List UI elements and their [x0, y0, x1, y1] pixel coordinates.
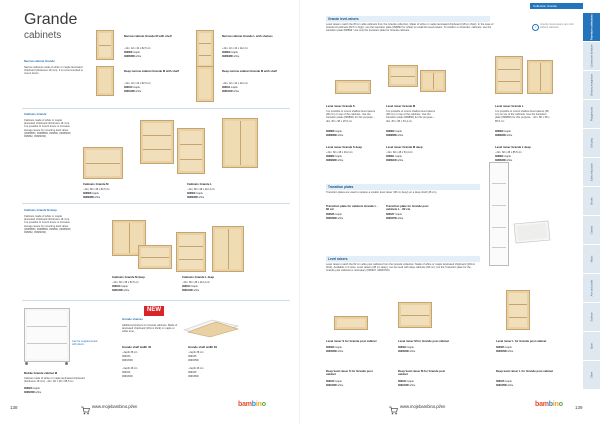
plate-a-code-2: 096636W white	[326, 217, 344, 220]
cabinet-l-open-image	[177, 128, 205, 174]
cabinet-l-deep-image	[176, 232, 206, 272]
cabinet-m-image	[83, 147, 123, 179]
cabinets-deep-l-dims: - dim. 80 x 48 x 112,4 cm	[182, 281, 210, 284]
post-raisers-heading: Level raisers	[326, 256, 480, 262]
post-raiser-l-code-1: 096095 maple	[496, 346, 512, 349]
narrow-m-name: Narrow cabinet Grande M with shelf	[124, 34, 172, 38]
cabinets-l-name: Cabinets Grande L	[187, 182, 212, 186]
shelf-d-code-1: 096336	[188, 371, 197, 374]
cabinets-desc: Cabinets made of white or maple laminated chipboard (thickness 18 mm). It is possible to mount doors or increase storage space by mounting level raiser (096888N, 096888W, 096890, 096890W, 096892, 096892W).	[24, 119, 72, 139]
sidebar-tab-label: Books	[590, 197, 593, 205]
caster-icon	[65, 362, 68, 365]
post-raiser-ld-name: Deep level raiser L for Grande post cabinet	[496, 369, 553, 373]
deep-narrow-m-code-2: 096810W white	[124, 90, 142, 93]
sidebar-tab-label: Sensory integration	[590, 73, 593, 97]
raiser-m-image	[388, 65, 418, 87]
post-cabinet-outline-image	[489, 162, 509, 266]
sidebar-tab-sensory-integration[interactable]	[583, 71, 600, 100]
narrow-cabinet-m-image	[96, 30, 114, 60]
deep-narrow-m-image	[96, 66, 114, 96]
post-raiser-s-code-1: 096093 maple	[326, 346, 342, 349]
new-badge: NEW	[144, 306, 164, 316]
sidebar-tab-arts-and-crafts[interactable]	[583, 274, 600, 303]
cabinet-m-deep-image	[138, 245, 172, 269]
raisers-note: Grande level-raisers are sold without cabinets.	[540, 23, 574, 30]
raiser-ld-dims: - dim. 82 x 48 x 85,5 cm	[495, 151, 522, 154]
sidebar-tab-label: Sport	[590, 342, 593, 350]
sidebar-tab-label: Games	[590, 225, 593, 235]
narrow-l-code-2: 096809W white	[222, 55, 240, 58]
section-divider	[22, 203, 290, 204]
raiser-md-code-1: 096891 maple	[386, 155, 402, 158]
cabinets-m-code-1: 096808 maple	[83, 192, 99, 195]
section-divider	[22, 300, 290, 301]
shelf-d-code-2: 096336W	[188, 375, 199, 378]
narrow-m-code-1: 096808 maple	[124, 51, 140, 54]
raiser-ld-name: Level raiser Grande L deep	[495, 145, 531, 149]
mobile-code-2: 096823W white	[24, 391, 42, 394]
post-raiser-md-name: Deep level raiser M for Grande post cabinet	[398, 369, 446, 377]
mobile-desc: Cabinet made of white or maple laminated chipboard (thickness 18 mm) - dim. 82 x 48 x 88,5 cm	[24, 377, 85, 384]
bambino-logo: bambino	[535, 401, 563, 408]
shelf-c-code-1: 096334	[122, 371, 131, 374]
plate-a-code-1: 096636 maple	[326, 213, 342, 216]
raiser-m-door-image	[420, 70, 446, 92]
cabinets-deep-heading: Cabinets Grande M deep	[24, 208, 57, 212]
sidebar-tab-label: Early education	[590, 163, 593, 181]
post-raiser-l-image	[506, 290, 530, 330]
sidebar-tab-label: Playgrounds	[590, 106, 593, 122]
sidebar-tab-label: Arts and crafts	[590, 279, 593, 297]
post-raiser-m-name: Level raiser M for Grande post cabinet	[398, 339, 449, 343]
sidebar-tab-label: Other	[590, 371, 593, 379]
sidebar-tab-games[interactable]	[583, 216, 600, 245]
info-icon: i	[532, 24, 539, 31]
narrow-l-dims: - dim. 42 x 44 x 112 cm	[222, 47, 248, 50]
post-raiser-md-code-1: 096184 maple	[398, 380, 414, 383]
footer-url-left[interactable]: www.mojebambino.pl/en	[92, 404, 138, 409]
post-raiser-md-code-2: 096184W white	[398, 384, 416, 387]
shelf-a-name: Grande shelf width 43	[122, 345, 152, 349]
raiser-ld-code-2: 096893W white	[495, 159, 513, 162]
raiser-l-code-2: 096890W white	[495, 134, 513, 137]
page-number-left: 138	[10, 405, 18, 410]
sidebar-tab-music[interactable]	[583, 245, 600, 274]
sidebar-tab-books[interactable]	[583, 187, 600, 216]
cabinets-deep-m-dims: - dim. 80 x 48 x 82,5 cm	[112, 281, 139, 284]
deep-narrow-l-image	[196, 66, 214, 102]
post-raiser-l-name: Level raiser L for Grande post cabinet	[496, 339, 547, 343]
raisers-heading: Grande level-raisers	[326, 16, 490, 22]
raiser-l-code-1: 096890 maple	[495, 130, 511, 133]
post-raiser-l-code-2: 096095W white	[496, 350, 514, 353]
cart-icon	[388, 402, 398, 412]
sidebar-tab-label: Furniture collections	[590, 14, 593, 40]
mobile-heading: Mobile Grande cabinet M	[24, 371, 58, 375]
raisers-desc: Level raisers match the 80 cm wide cabinets from the Grande collection. Made of white or maple laminated chipboard (18mm thick). In the case of Grande M cabinets (82,5 m high), use the transition plate (096892 for white) to install the level-raisers. To install it on Grande L cabinets, use the transition plate 096893. Use only the transition plate for Grande cabinets.	[326, 23, 494, 33]
mobile-cabinet-image	[24, 308, 70, 362]
sidebar-tab-early-education[interactable]	[583, 158, 600, 187]
post-raiser-sd-name: Deep level raiser S for Grande post cabinet	[326, 369, 373, 377]
cabinets-l-code-2: 096809W white	[187, 196, 205, 199]
footer-url-right[interactable]: www.mojebambino.pl/en	[400, 404, 446, 409]
raiser-s-code-2: 096888W white	[326, 134, 344, 137]
cart-icon	[80, 402, 90, 412]
page-number-right: 139	[575, 405, 583, 410]
shelves-desc: Additional shelves for Grande cabinets. Made of laminated chipboard (18mm thick) in maple or white tone.	[122, 324, 178, 334]
raiser-l-image	[495, 56, 523, 94]
shelf-a-code-1: 096333	[122, 355, 131, 358]
raiser-l-name: Level raiser Grande L	[495, 104, 524, 108]
narrow-m-dims: - dim. 42 x 44 x 82,5 cm	[124, 47, 151, 50]
section-divider	[22, 108, 290, 109]
cabinets-deep-m-name: Cabinets Grande M deep	[112, 275, 145, 279]
narrow-cabinet-l-image	[196, 30, 214, 68]
bambino-logo: bambino	[238, 401, 266, 408]
transition-plate-image	[512, 220, 552, 244]
plate-a-name: Transition plate for cabinets Grande L - 82 cm	[326, 204, 379, 212]
deep-narrow-m-dims: - dim. 42 x 44 x 82,5 cm	[124, 82, 151, 85]
raiser-sd-name: Level raiser Grande S deep	[326, 145, 363, 149]
page-title: Grande	[24, 11, 78, 28]
cabinets-deep-l-code-1: 096814 maple	[182, 285, 198, 288]
shelf-c-dims: - depth 46 cm	[122, 367, 138, 370]
cabinets-deep-m-code-1: 096813 maple	[112, 285, 128, 288]
raiser-sd-code-1: 096889 maple	[326, 155, 342, 158]
raiser-md-dims: - dim. 82 x 48 x 54,4 cm	[386, 151, 413, 154]
narrow-heading: Narrow cabinet Grande	[24, 59, 55, 63]
raiser-sd-dims: - dim. 82 x 48 x 29,2 cm	[326, 151, 353, 154]
sidebar-tab-label: Music	[590, 255, 593, 263]
deep-narrow-l-dims: - dim. 42 x 44 x 112 cm	[222, 82, 248, 85]
narrow-desc: Narrow cabinets made of white or maple laminated chipboard (thickness 18 mm). It is recommended to mount doors.	[24, 66, 83, 76]
raiser-m-desc: It is possible to mount shallow level raisers (38 cm) on top of the cabinets. Use the transition plate (096860) for this purpose. - dim. 80 x 38 x 54,4 cm	[386, 110, 436, 123]
raiser-md-name: Level raiser Grande M deep	[386, 145, 423, 149]
raiser-l-door-image	[527, 60, 553, 94]
sidebar-tab-playgrounds[interactable]	[583, 100, 600, 129]
deep-narrow-m-code-1: 096810 maple	[124, 86, 140, 89]
raiser-m-code-1: 096889 maple	[386, 130, 402, 133]
cabinets-deep-l-code-2: 096814W white	[182, 289, 200, 292]
raiser-md-code-2: 096891W white	[386, 159, 404, 162]
plate-b-code-1: 096637 maple	[386, 213, 402, 216]
shelf-b-code-2: 096335W	[188, 359, 199, 362]
post-raiser-ld-code-1: 096185 maple	[496, 380, 512, 383]
shelf-c-code-2: 096334W	[122, 375, 133, 378]
post-raiser-ld-code-2: 096185W white	[496, 384, 514, 387]
mobile-code-1: 096823 maple	[24, 387, 40, 390]
cabinets-m-dims: - dim. 80 x 48 x 82,5 cm	[83, 188, 110, 191]
raiser-sd-code-2: 096889W white	[326, 159, 344, 162]
post-raiser-s-code-2: 096093W white	[326, 350, 344, 353]
raiser-l-desc: It is possible to mount shallow level raisers (38 cm) on top of the cabinets. Use the transition plate (096860) for this purpose. - dim. 80 x 38 x 85,5 cm	[495, 110, 550, 123]
post-raisers-desc: Level raisers match the 82 cm wide post cabinets from the Grande collection. Made of white or maple laminated chipboard (18mm thick). Available in 3 sizes. Level raisers (38 cm deep), can be used with deep cabinets (48 cm), but the Transition plate for the Grande post cabinets is necessary (096637, 096637W).	[326, 263, 476, 273]
deep-narrow-l-name: Deep narrow cabinet Grande M with shelf	[222, 69, 277, 73]
post-raiser-m-code-2: 096094W white	[398, 350, 416, 353]
cabinets-m-code-2: 096808W white	[83, 196, 101, 199]
post-raiser-s-name: Level raiser S for Grande post cabinet	[326, 339, 377, 343]
shelf-b-dims: - depth 38 cm	[188, 351, 204, 354]
cabinets-deep-desc: Cabinets made of white or maple laminated chipboard (thickness 18 mm). It is possible to mount doors or increase storage space by mounting level raiser (096888N, 096888W, 096890, 096890W, 096892, 096892W).	[24, 215, 72, 235]
sidebar-tab-label: Science	[590, 312, 593, 322]
sidebar-tab-sport[interactable]	[583, 332, 600, 361]
plates-desc: Transition plates are used to replace a smaller level raiser (38 cm deep) on a deep shelf (48 cm).	[326, 191, 438, 194]
cabinets-m-name: Cabinets Grande M	[83, 182, 109, 186]
caster-icon	[25, 362, 28, 365]
sidebar-tab-science[interactable]	[583, 303, 600, 332]
page-seam	[299, 0, 300, 424]
sidebar-tab-furniture-collections[interactable]	[583, 13, 600, 42]
raiser-s-name: Level raiser Grande S	[326, 104, 355, 108]
raiser-s-code-1: 096888 maple	[326, 130, 342, 133]
shelf-a-code-2: 096333W	[122, 359, 133, 362]
cabinets-heading: Cabinets Grande	[24, 112, 47, 116]
plate-b-code-2: 096637W white	[386, 217, 404, 220]
raiser-s-desc: It is possible to mount shallow level raisers (38 cm) on top of the cabinets. Use the transition plate (096860) for this purpose. - dim. 80 x 38 x 25,5 cm	[326, 110, 376, 123]
post-raiser-m-code-1: 096094 maple	[398, 346, 414, 349]
sidebar-tab-other[interactable]	[583, 361, 600, 390]
post-raiser-s-image	[334, 316, 368, 330]
page-subtitle: cabinets	[24, 30, 62, 41]
cabinet-l-door-image	[222, 118, 258, 168]
cabinets-deep-l-name: Cabinets Grande L deep	[182, 275, 215, 279]
sidebar-tab-soft-play[interactable]	[583, 129, 600, 158]
shelf-b-name: Grande shelf width 81	[188, 345, 218, 349]
plates-heading: Transition plates	[326, 184, 480, 190]
collection-label: Collection Grande	[533, 4, 558, 8]
narrow-m-code-2: 096808W white	[124, 55, 142, 58]
raiser-m-code-2: 096889W white	[386, 134, 404, 137]
narrow-l-name: Narrow cabinet Grande L with shelves	[222, 34, 273, 38]
plate-b-name: Transition plate for Grande post cabinets L - 82 cm	[386, 204, 429, 212]
cabinets-l-dims: - dim. 80 x 48 x 112,4 cm	[187, 188, 215, 191]
sidebar-tab-classroom-furniture[interactable]	[583, 42, 600, 71]
sidebar-tab-label: Soft play	[590, 137, 593, 149]
cabinets-l-code-1: 096809 maple	[187, 192, 203, 195]
sidebar-tab-label: Classroom furniture	[590, 44, 593, 68]
shelves-heading: Grande shelves	[122, 317, 143, 321]
shelf-b-code-1: 096335	[188, 355, 197, 358]
cabinets-deep-m-code-2: 096813W white	[112, 289, 130, 292]
deep-narrow-m-name: Deep narrow cabinet Grande M with shelf	[124, 69, 179, 73]
shelf-d-dims: - depth 46 cm	[188, 367, 204, 370]
post-raiser-sd-code-2: 096183W white	[326, 384, 344, 387]
post-raiser-sd-code-1: 096183 maple	[326, 380, 342, 383]
raiser-s-image	[335, 80, 371, 94]
shelf-boards-image	[182, 318, 240, 338]
narrow-l-code-1: 096809 maple	[222, 51, 238, 54]
shelf-a-dims: - depth 38 cm	[122, 351, 138, 354]
deep-narrow-l-code-1: 096811 maple	[222, 86, 238, 89]
cabinet-l-deep-door-image	[212, 226, 244, 272]
raiser-ld-code-1: 096893 maple	[495, 155, 511, 158]
mobile-caption: Can be supplemented with doors.	[72, 340, 98, 347]
post-raiser-m-image	[398, 302, 432, 328]
raiser-m-name: Level raiser Grande M	[386, 104, 416, 108]
deep-narrow-l-code-2: 096811W white	[222, 90, 240, 93]
cabinet-l-image	[140, 120, 174, 164]
